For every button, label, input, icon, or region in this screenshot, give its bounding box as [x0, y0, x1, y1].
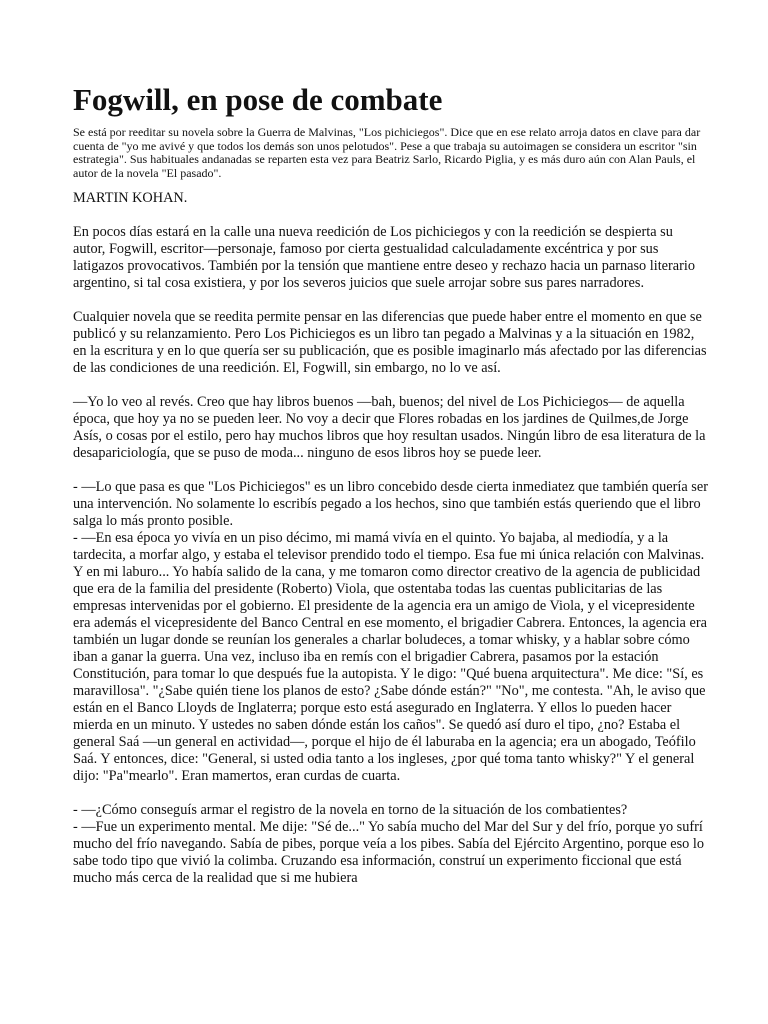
paragraph: —Yo lo veo al revés. Creo que hay libros buenos —bah, buenos; del nivel de Los Pichiciegos— de aquella época, que hoy ya no se pueden leer. No voy a decir que Flores robadas en los jardines de Quilmes,de Jorge Asís, o cosas por el estilo, pero hay muchos libros que hoy resultan usados. Ningún libro de esa literatura de la desapariciología, que se puso de moda... ninguno de esos libros hoy se puede leer.: [73, 394, 706, 461]
paragraph: En pocos días estará en la calle una nueva reedición de Los pichiciegos y con la reedición se despierta su autor, Fogwill, escritor—personaje, famoso por cierta gestualidad calculadamente excéntrica y por sus latigazos provocativos. También por la tensión que mantiene entre deseo y rechazo hacia un parnaso literario argentino, si tal cosa existiera, y por los severos juicios que suele arrojar sobre sus pares narradores.: [73, 224, 696, 291]
paragraph: - —En esa época yo vivía en un piso décimo, mi mamá vivía en el quinto. Yo bajaba, al mediodía, y a la tardecita, a morfar algo, y estaba el televisor prendido todo el tiempo. Esa fue mi única relación con Malvinas. Y en mi laburo... Yo había salido de la cana, y me tomaron como director creativo de la agencia de publicidad que era de la familia del presidente (Roberto) Viola, que ostentaba todas las cuentas publicitarias de las empresas intervenidas por el gobierno. El presidente de la agencia era un amigo de Viola, y el vicepresidente era además el vicepresidente del Banco Central en ese momento, el brigadier Cabrera. Entonces, la agencia era también un lugar donde se reunían los generales a charlar boludeces, a tomar whisky, y a hablar sobre cómo iban a ganar la guerra. Una vez, incluso iba en remís con el brigadier Cabrera, pasamos por la estación Constitución, para tomar lo que después fue la autopista. Y le digo: "Qué buena arquitectura". Me dice: "Sí, es maravillosa". "¿Sabe quién tiene los planos de esto? ¿Sabe dónde están?" "No", me contesta. "Ah, le aviso que están en el Banco Lloyds de Inglaterra; porque esto está asegurado en Inglaterra. Y ellos lo pueden hacer mierda en un minuto. Y ustedes no saben dónde están los caños". Se quedó así duro el tipo, ¿no? Estaba el general Saá —un general en actividad—, porque el hijo de él laburaba en la agencia; era un abogado, Teófilo Saá. Y entonces, dice: "General, si usted odia tanto a los ingleses, ¿por qué toma tanto whisky?" Y el general dijo: "Pa"mearlo". Eran mamertos, eran curdas de cuarta.: [73, 530, 707, 784]
paragraph: Cualquier novela que se reedita permite pensar en las diferencias que puede haber entre el momento en que se publicó y su relanzamiento. Pero Los Pichiciegos es un libro tan pegado a Malvinas y a la situación en 1982, en la escritura y en lo que quería ser su publicación, que es posible imaginarlo más afectado por las diferencias de las condiciones de una reedición. El, Fogwill, sin embargo, no lo ve así.: [73, 309, 707, 376]
paragraph: - —Fue un experimento mental. Me dije: "Sé de..." Yo sabía mucho del Mar del Sur y del frío, porque yo sufrí mucho del frío navegando. Sabía de pibes, porque veía a los pibes. Sabía del Ejército Argentino, porque eso lo sabe todo tipo que vivió la colimba. Cruzando esa información, construí un experimento ficcional que está mucho más cerca de la realidad que si me hubiera: [73, 819, 705, 886]
article-title: Fogwill, en pose de combate: [73, 82, 443, 117]
article-body: [73, 224, 708, 887]
article-lead: Se está por reeditar su novela sobre la Guerra de Malvinas, "Los pichiciegos". Dice que en ese relato arroja datos en clave para dar cuenta de "yo me avivé y que todos los demás son unos pelotudos". Pese a que trabaja su autoimagen se considera un escritor "sin estrategia". Sus habituales andanadas se reparten esta vez para Beatriz Sarlo, Ricardo Piglia, y es más duro aún con Alan Pauls, el autor de la novela "El pasado".: [73, 125, 701, 180]
article-byline: MARTIN KOHAN.: [73, 190, 188, 206]
paragraph: - —Lo que pasa es que "Los Pichiciegos" es un libro concebido desde cierta inmediatez que también quería ser una intervención. No solamente lo escribís pegado a los hechos, sino que también estás queriendo que el libro salga lo más pronto posible.: [73, 479, 708, 529]
paragraph: - —¿Cómo conseguís armar el registro de la novela en torno de la situación de los combatientes?: [73, 802, 628, 818]
